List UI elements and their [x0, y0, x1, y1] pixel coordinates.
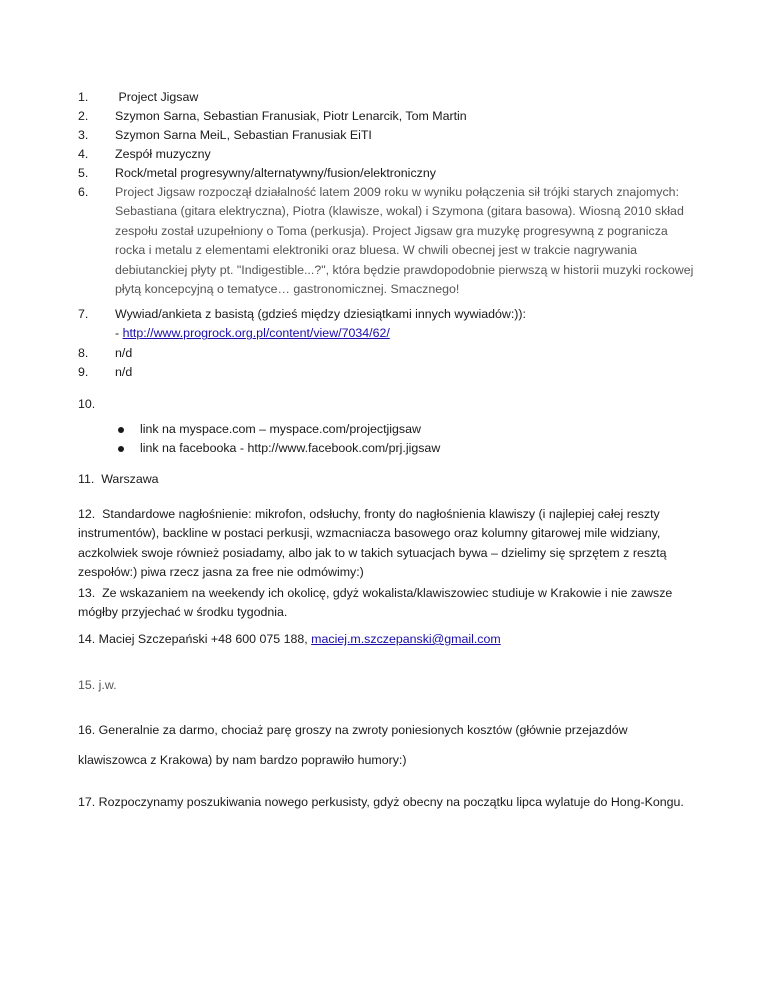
list-number: 4. — [78, 147, 89, 161]
item-value: n/d — [115, 365, 133, 379]
item-11-city: 11. Warszawa — [78, 472, 159, 486]
item-10-label: 10. — [78, 397, 96, 411]
contact-text: 14. Maciej Szczepański +48 600 075 188, — [78, 632, 312, 646]
list-number: 5. — [78, 166, 89, 180]
genre: Rock/metal progresywny/alternatywny/fusion/elektroniczny — [115, 166, 436, 180]
list-item-7 — [78, 305, 688, 345]
list-number: 3. — [78, 128, 89, 142]
list-item-6 — [78, 183, 694, 303]
members: Szymon Sarna, Sebastian Franusiak, Piotr Lenarcik, Tom Martin — [115, 109, 467, 123]
bullet-icon — [118, 427, 124, 433]
list-number: 6. — [78, 185, 89, 199]
category: Zespół muzyczny — [115, 147, 211, 161]
band-description: Project Jigsaw rozpoczął działalność latem 2009 roku w wyniku połączenia sił trójki starych znajomych: Sebastiana (gitara elektryczna), Piotra (klawisze, wokal) i Szymona (gitara basowa). Wiosną 2010 skład zespołu został uzupełniony o Toma (perkusja). Project Jigsaw gra muzykę progresywną z pogranicza rocka i metalu z elementami elektroniki oraz bluesa. W chwili obecnej jest w trakcie nagrywania debiutanckiej płyty pt. "Indigestible...?", która będzie prawdopodobnie pierwszą w historii muzyki rockowej płytą koncepcyjną o tematyce… gastronomicznej. Smacznego! — [115, 185, 694, 297]
bullet-icon — [118, 446, 124, 452]
item-14-contact — [78, 630, 688, 649]
contact-email-link[interactable]: maciej.m.szczepanski@gmail.com — [311, 632, 501, 646]
interview-link[interactable]: http://www.progrock.org.pl/content/view/7034/62/ — [122, 326, 390, 341]
item-17-drummer: 17. Rozpoczynamy poszukiwania nowego perkusisty, gdyż obecny na początku lipca wylatuje do Hong-Kongu. — [78, 795, 684, 809]
list-number: 7. — [78, 307, 89, 321]
list-number: 9. — [78, 365, 89, 379]
list-number: 1. — [78, 90, 89, 104]
list-number: 2. — [78, 109, 89, 123]
item-15-same: 15. j.w. — [78, 678, 117, 692]
students: Szymon Sarna MeiL, Sebastian Franusiak EiTI — [115, 128, 372, 142]
bullet-text: link na facebooka - http://www.facebook.com/prj.jigsaw — [140, 441, 441, 455]
item-16-line2: klawiszowca z Krakowa) by nam bardzo poprawiło humory:) — [78, 753, 407, 767]
item-16-line1: 16. Generalnie za darmo, chociaż parę groszy na zwroty poniesionych kosztów (głównie przejazdów — [78, 723, 628, 737]
item-value: n/d — [115, 346, 133, 360]
list-number: 8. — [78, 346, 89, 360]
bullet-text: link na myspace.com – myspace.com/projectjigsaw — [140, 422, 421, 436]
interview-label: Wywiad/ankieta z basistą (gdzieś między dziesiątkami innych wywiadów:)): — [115, 307, 526, 321]
item-13-availability: 13. Ze wskazaniem na weekendy ich okolicę, gdyż wokalista/klawiszowiec studiuje w Krakowie i nie zawsze mógłby przyjechać w środku tygodnia. — [78, 586, 676, 620]
interview-block — [115, 305, 695, 344]
link-prefix: - — [115, 326, 123, 341]
project-name: Project Jigsaw — [115, 90, 199, 104]
item-12-equipment: 12. Standardowe nagłośnienie: mikrofon, odsłuchy, fronty do nagłośnienia klawiszy (i najlepiej całej reszty instrumentów), backline w postaci perkusji, wzmacniacza basowego oraz kolumny gitarowej mile widziany, aczkolwiek swoje również posiadamy, albo jak to w takich sytuacjach bywa – dzielimy się sprzętem z resztą zespołów:) piwa rzecz jasna za free nie odmówimy:) — [78, 507, 671, 580]
